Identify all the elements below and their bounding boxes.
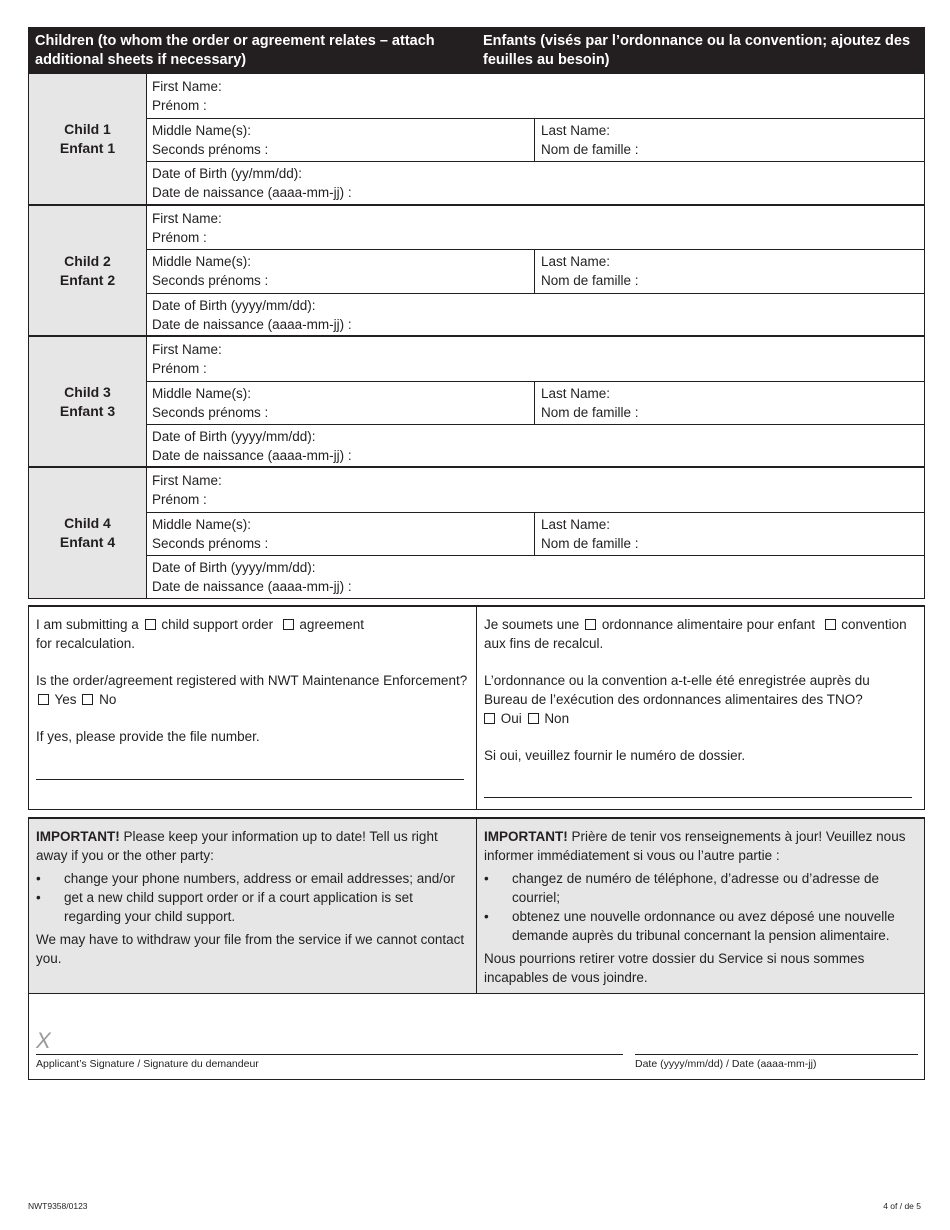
first-name-field[interactable]: First Name: Prénom :	[152, 79, 222, 113]
first-name-field[interactable]: First Name: Prénom :	[152, 473, 222, 507]
first-name-field[interactable]: First Name: Prénom :	[152, 342, 222, 376]
last-name-field[interactable]: Last Name: Nom de famille :	[541, 254, 639, 288]
signature-section	[28, 993, 925, 1080]
list-item: • change your phone numbers, address or email addresses; and/or	[36, 869, 469, 888]
signature-label: Applicant’s Signature / Signature du demandeur	[36, 1058, 259, 1070]
date-of-birth-field[interactable]: Date of Birth (yyyy/mm/dd): Date de naissance (aaaa-mm-jj) :	[152, 298, 352, 332]
submission-fr: Je soumets une ordonnance alimentaire pour enfant convention aux fins de recalcul. L’ordonnance ou la convention a-t-elle été enregistrée auprès du Bureau de l’exécution des ordonnances alimentaires des TNO? Oui Non Si oui, veuillez fournir le numéro de dossier.	[477, 607, 924, 809]
children-header-en: Children (to whom the order or agreement relates – attach additional sheets if necessary)	[35, 33, 435, 68]
child-block-4	[28, 467, 925, 599]
child-label: Child 3 Enfant 3	[29, 337, 147, 466]
child-label: Child 2 Enfant 2	[29, 206, 147, 335]
middle-name-field[interactable]: Middle Name(s): Seconds prénoms :	[146, 249, 535, 293]
registered-oui-checkbox[interactable]	[484, 713, 495, 724]
date-label: Date (yyyy/mm/dd) / Date (aaaa-mm-jj)	[635, 1058, 817, 1070]
list-item: • get a new child support order or if a court application is set regarding your child support.	[36, 888, 469, 926]
last-name-field[interactable]: Last Name: Nom de famille :	[541, 517, 639, 551]
child-block-2	[28, 205, 925, 336]
list-item: • obtenez une nouvelle ordonnance ou avez déposé une nouvelle demande auprès du tribunal concernant la pension alimentaire.	[484, 907, 917, 945]
child-label: Child 1 Enfant 1	[29, 74, 147, 204]
child-label: Child 4 Enfant 4	[29, 468, 147, 598]
last-name-field[interactable]: Last Name: Nom de famille :	[541, 123, 639, 157]
numero-dossier-prompt: Si oui, veuillez fournir le numéro de dossier.	[484, 748, 746, 763]
middle-name-field[interactable]: Middle Name(s): Seconds prénoms :	[146, 381, 535, 424]
child-support-order-checkbox[interactable]	[145, 619, 156, 630]
child-block-3	[28, 336, 925, 467]
file-number-prompt: If yes, please provide the file number.	[36, 729, 260, 744]
registered-yes-checkbox[interactable]	[38, 694, 49, 705]
important-en: IMPORTANT! Please keep your information up to date! Tell us right away if you or the other party: • change your phone numbers, address or email addresses; and/or • get a new child support order or if a court application is set regarding your child support. We may have to withdraw your file from the service if we cannot contact you.	[29, 819, 477, 993]
registered-no-checkbox[interactable]	[82, 694, 93, 705]
children-header-fr: Enfants (visés par l’ordonnance ou la convention; ajoutez des feuilles au besoin)	[483, 33, 911, 68]
middle-name-field[interactable]: Middle Name(s): Seconds prénoms :	[146, 118, 535, 161]
important-notice	[28, 817, 925, 994]
file-number-input[interactable]	[36, 779, 464, 780]
ordonnance-checkbox[interactable]	[585, 619, 596, 630]
agreement-checkbox[interactable]	[283, 619, 294, 630]
list-item: • changez de numéro de téléphone, d’adresse ou d’adresse de courriel;	[484, 869, 917, 907]
date-of-birth-field[interactable]: Date of Birth (yyyy/mm/dd): Date de naissance (aaaa-mm-jj) :	[152, 560, 352, 594]
convention-checkbox[interactable]	[825, 619, 836, 630]
children-section-header	[28, 27, 925, 74]
registered-non-checkbox[interactable]	[528, 713, 539, 724]
middle-name-field[interactable]: Middle Name(s): Seconds prénoms :	[146, 512, 535, 555]
date-of-birth-field[interactable]: Date of Birth (yyyy/mm/dd): Date de naissance (aaaa-mm-jj) :	[152, 429, 352, 463]
date-of-birth-field[interactable]: Date of Birth (yy/mm/dd): Date de naissance (aaaa-mm-jj) :	[152, 166, 352, 200]
signature-mark: X	[36, 1028, 51, 1053]
child-block-1	[28, 74, 925, 205]
submission-section	[28, 605, 925, 810]
submission-en: I am submitting a child support order agreement for recalculation. Is the order/agreement registered with NWT Maintenance Enforcement? Yes No If yes, please provide the file number.	[29, 607, 477, 809]
first-name-field[interactable]: First Name: Prénom :	[152, 211, 222, 245]
last-name-field[interactable]: Last Name: Nom de famille :	[541, 386, 639, 420]
signature-line[interactable]	[36, 1054, 623, 1055]
important-fr: IMPORTANT! Prière de tenir vos renseignements à jour! Veuillez nous informer immédiatement si vous ou l’autre partie : • changez de numéro de téléphone, d’adresse ou d’adresse de courriel; • obtenez une nouvelle ordonnance ou avez déposé une nouvelle demande auprès du tribunal concernant la pension alimentaire. Nous pourrions retirer votre dossier du Service si nous sommes incapables de vous joindre.	[477, 819, 924, 993]
form-code: NWT9358/0123	[28, 1201, 88, 1211]
numero-dossier-input[interactable]	[484, 797, 912, 798]
page-number: 4 of / de 5	[883, 1201, 921, 1211]
date-line[interactable]	[635, 1054, 918, 1055]
